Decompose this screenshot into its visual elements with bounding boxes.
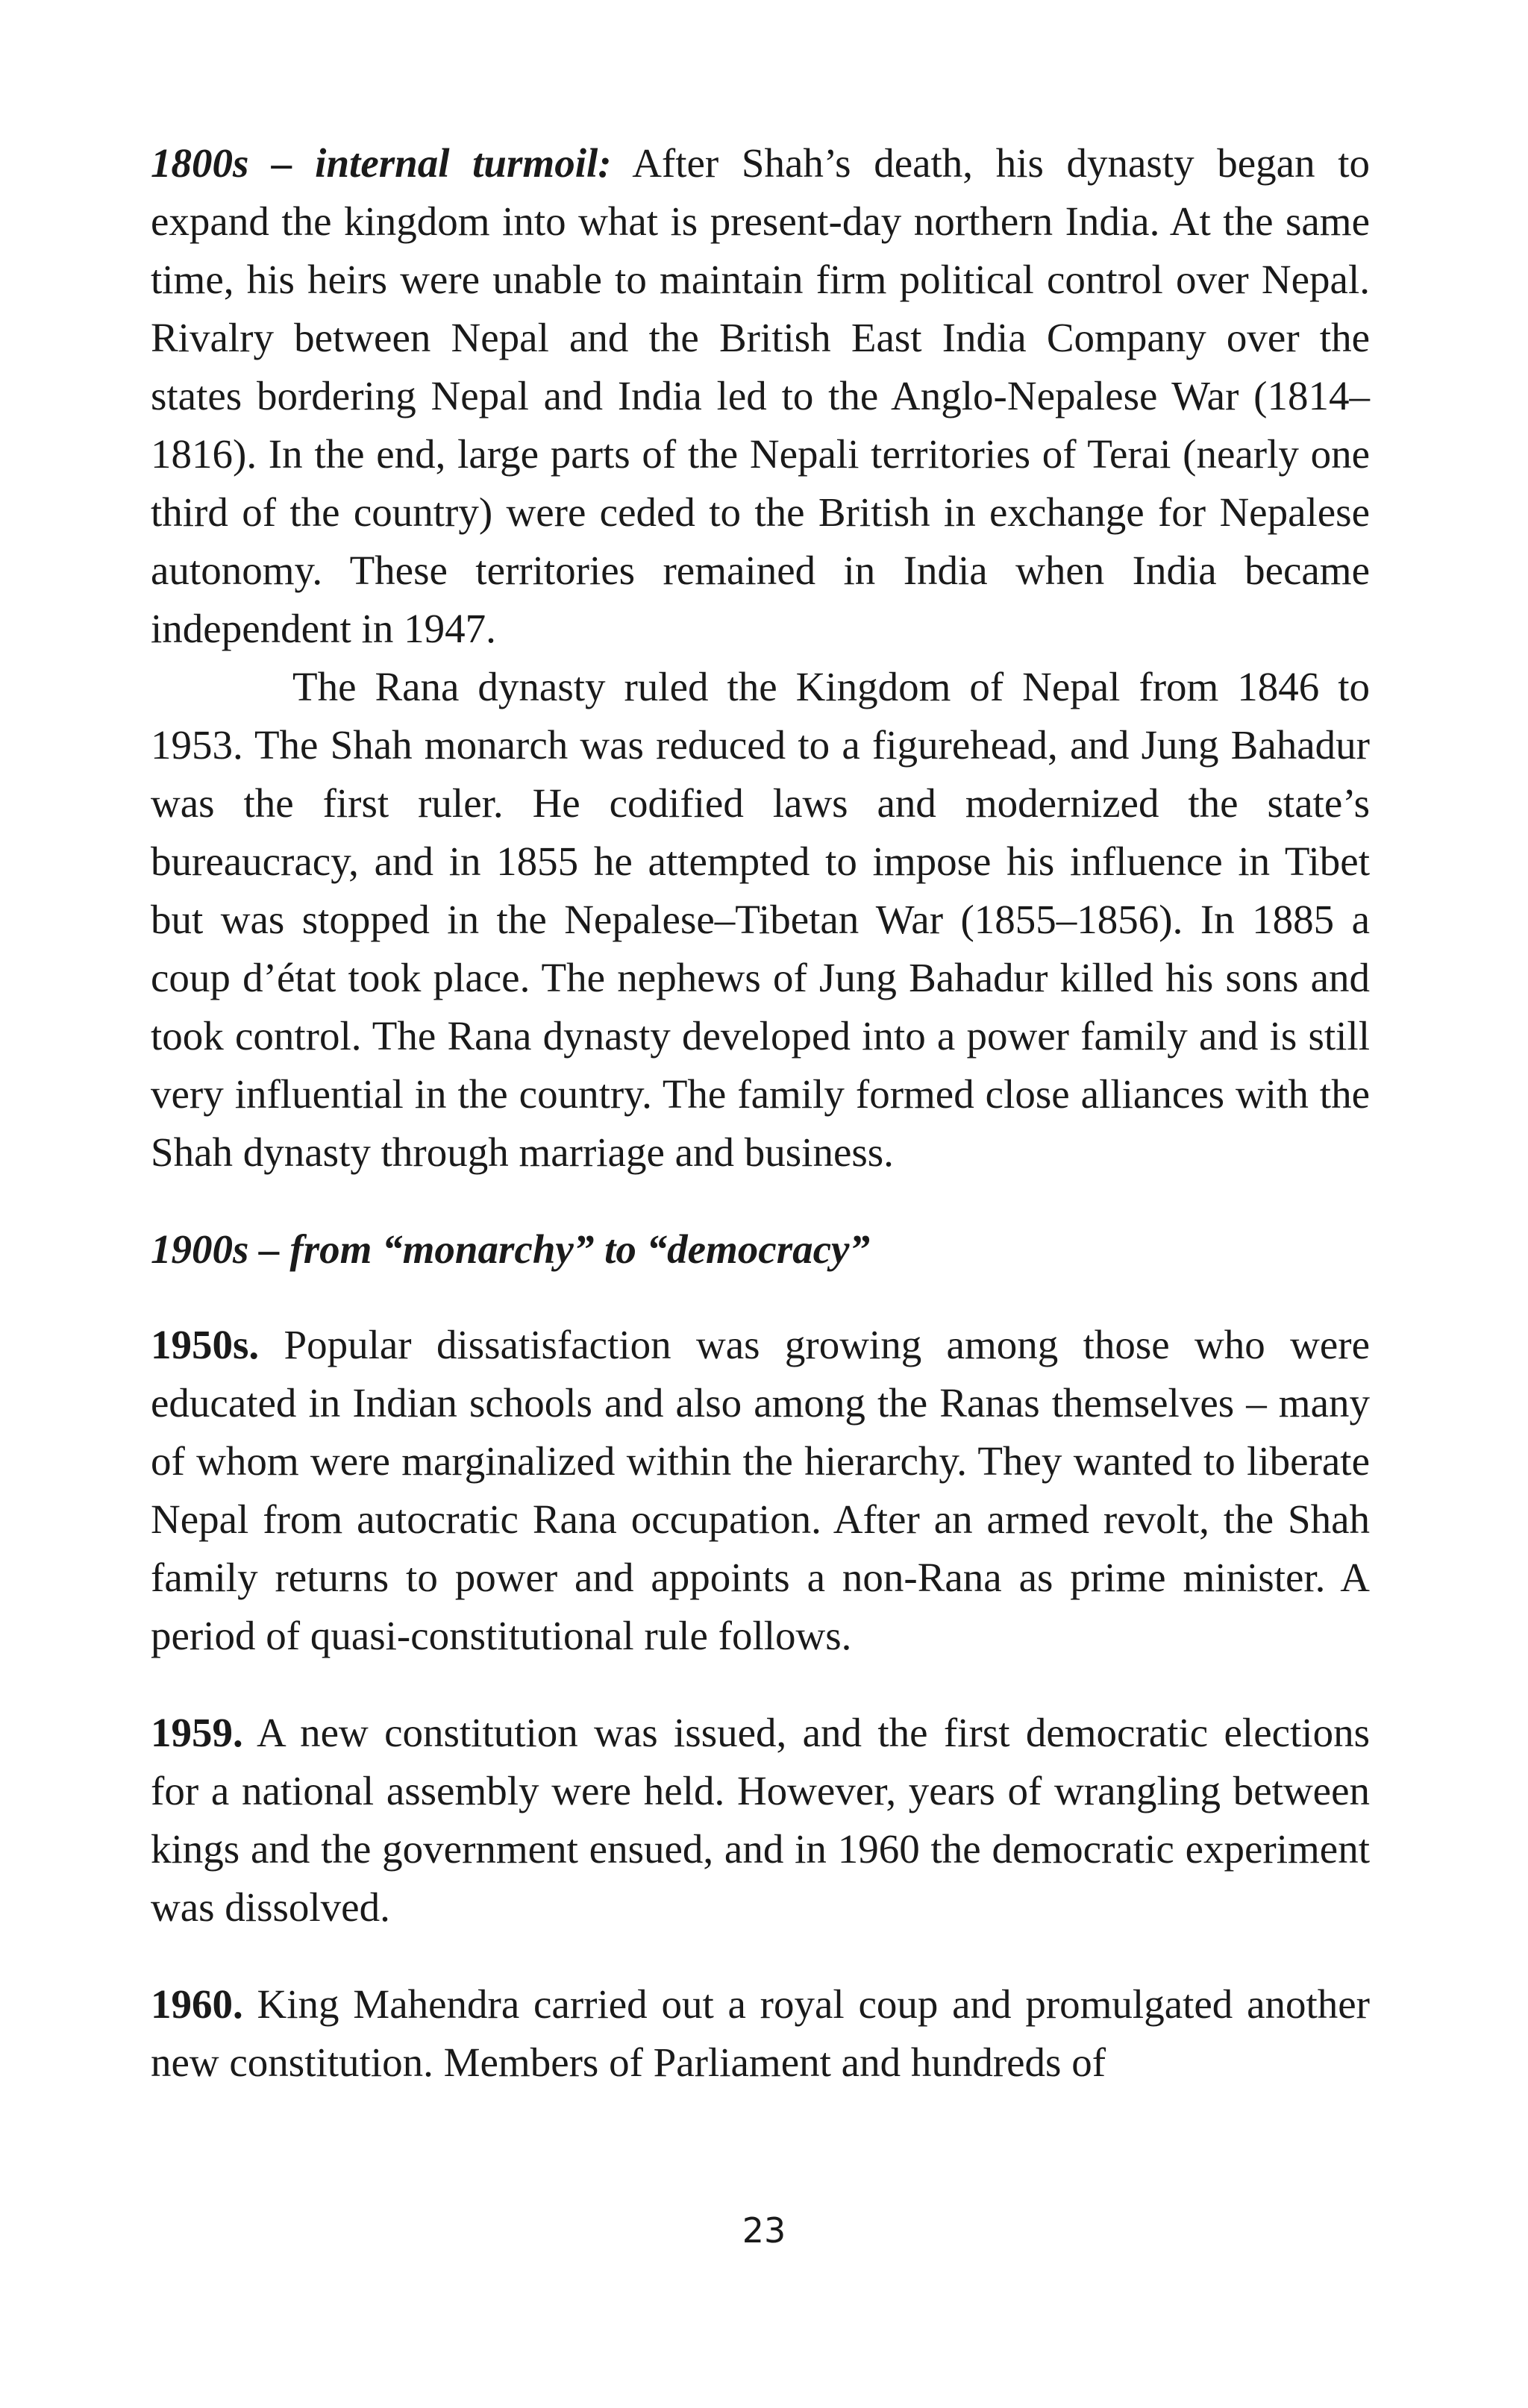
entry-1950s [151,1316,1370,1665]
page-body [151,134,1370,2092]
entry-1959 [151,1704,1370,1937]
paragraph-rana-dynasty: The Rana dynasty ruled the Kingdom of Nepal from 1846 to 1953. The Shah monarch was reduced to a figurehead, and Jung Bahadur was the first ruler. He codified laws and modernized the state’s bureaucracy, and in 1855 he attempted to impose his influence in Tibet but was stopped in the Nepalese–Tibetan War (1855–1856). In 1885 a coup d’état took place. The nephews of Jung Bahadur killed his sons and took control. The Rana dynasty developed into a power family and is still very influential in the country. The family formed close alliances with the Shah dynasty through marriage and business. [151,664,1370,1175]
entry-text: A new constitution was issued, and the first democratic elections for a national assembly were held. However, years of wrangling between kings and the government ensued, and in 1960 the democratic experiment was dissolved. [151,1710,1370,1930]
entry-year: 1950s. [151,1322,260,1367]
page-number: 23 [742,2210,786,2251]
lead-1800s: 1800s – internal turmoil: [151,140,612,186]
entry-year: 1960. [151,1981,243,2027]
section-heading-1900s: 1900s – from “monarchy” to “democracy” [151,1226,870,1272]
entry-text: King Mahendra carried out a royal coup and promulgated another new constitution. Members of Parliament and hundreds of [151,1981,1370,2085]
entry-text: Popular dissatisfaction was growing among those who were educated in Indian schools and also among the Ranas themselves – many of whom were marginalized within the hierarchy. They wanted to liberate Nepal from autocratic Rana occupation. After an armed revolt, the Shah family returns to power and appoints a non-Rana as prime minister. A period of quasi-constitutional rule follows. [151,1322,1370,1658]
paragraph-1800s-text: After Shah’s death, his dynasty began to expand the kingdom into what is present-day northern India. At the same time, his heirs were unable to maintain firm political control over Nepal. Rivalry between Nepal and the British East India Company over the states bordering Nepal and India led to the Anglo-Nepalese War (1814–1816). In the end, large parts of the Nepali territories of Terai (nearly one third of the country) were ceded to the British in exchange for Nepalese autonomy. These territories remained in India when India became independent in 1947. [151,140,1370,651]
entry-year: 1959. [151,1710,243,1755]
paragraph-1800s-turmoil [151,134,1370,658]
entry-1960 [151,1975,1370,2092]
